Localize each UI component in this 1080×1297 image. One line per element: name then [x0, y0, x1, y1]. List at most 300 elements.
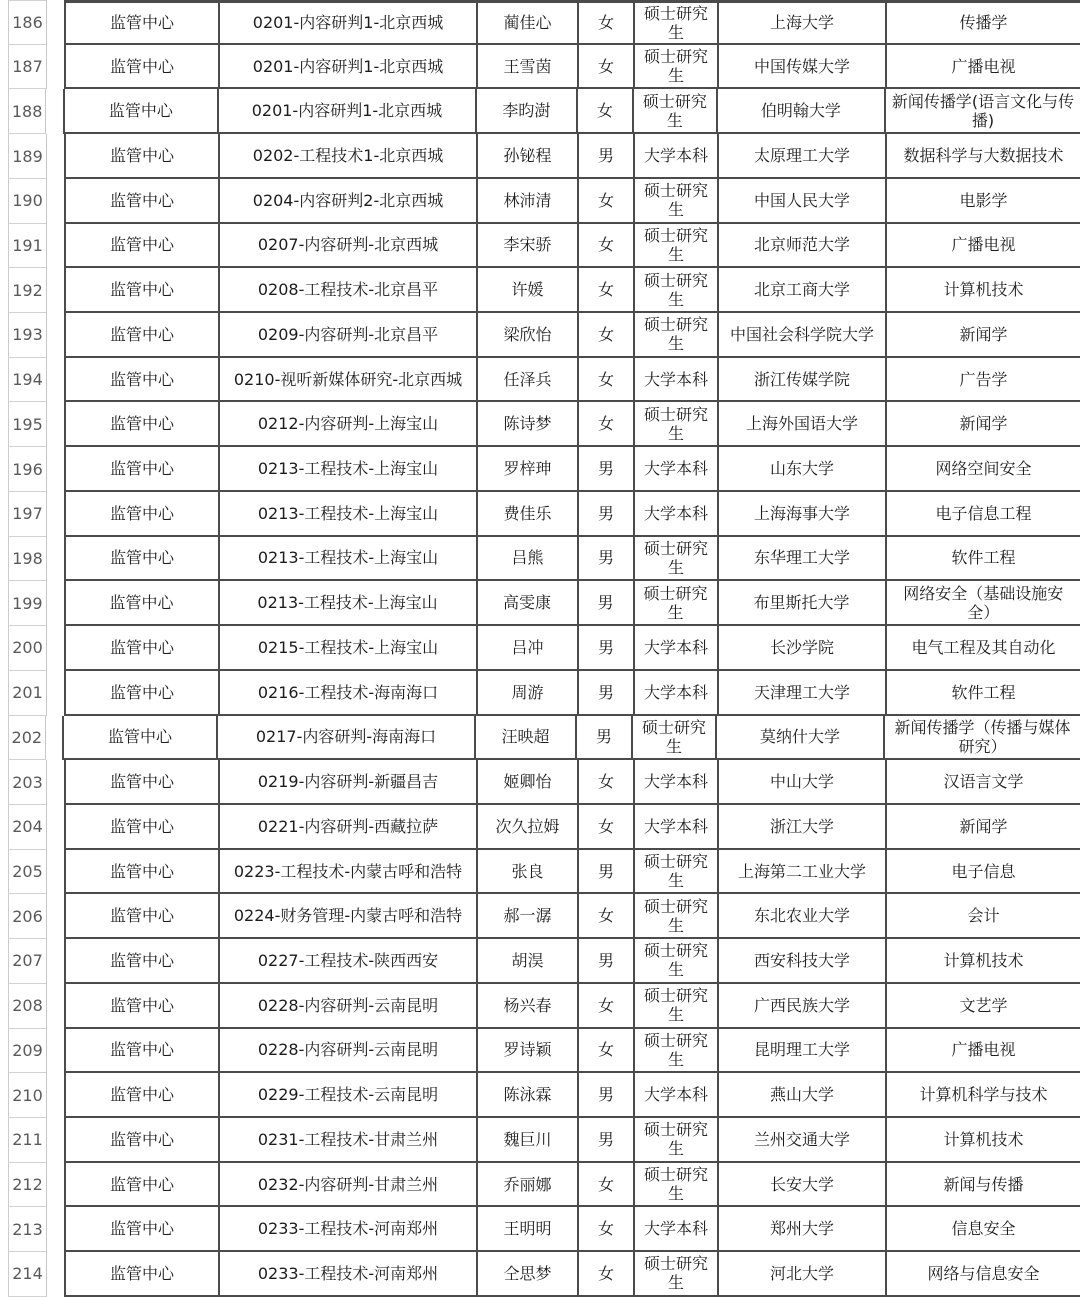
gutter-gap [47, 492, 64, 537]
cell-major: 文艺学 [885, 984, 1080, 1027]
row-number: 214 [8, 1252, 47, 1297]
cell-department: 监管中心 [64, 224, 218, 267]
cell-name: 仝思梦 [476, 1252, 577, 1295]
cell-major: 计算机技术 [885, 268, 1080, 311]
cell-position: 0221-内容研判-西藏拉萨 [218, 805, 476, 848]
row-number: 191 [8, 224, 47, 269]
row-number: 193 [8, 313, 47, 358]
table-row [0, 1252, 1080, 1297]
row-number: 194 [8, 358, 47, 403]
gutter-gap [47, 1029, 64, 1074]
cell-education: 大学本科 [633, 626, 717, 669]
cell-gender: 男 [577, 671, 633, 714]
cell-position: 0213-工程技术-上海宝山 [218, 581, 476, 624]
cell-gender: 女 [577, 894, 633, 937]
table-row [0, 358, 1080, 403]
row-cells [64, 939, 1080, 984]
row-number: 188 [8, 89, 46, 134]
row-cells [64, 224, 1080, 269]
cell-name: 姬卿怡 [476, 760, 577, 803]
cell-name: 许媛 [476, 268, 577, 311]
cell-major: 计算机技术 [885, 1118, 1080, 1161]
row-number: 201 [8, 671, 47, 716]
cell-name: 周游 [476, 671, 577, 714]
cell-name: 孙铋程 [476, 134, 577, 177]
cell-position: 0216-工程技术-海南海口 [218, 671, 476, 714]
cell-department: 监管中心 [64, 447, 218, 490]
cell-gender: 女 [577, 1207, 633, 1250]
cell-name: 吕熊 [476, 537, 577, 580]
cell-gender: 女 [577, 984, 633, 1027]
row-cells [64, 1163, 1080, 1208]
cell-education: 硕士研究生 [632, 89, 716, 132]
gutter-gap [46, 716, 62, 761]
row-cells [64, 134, 1080, 179]
cell-major: 网络与信息安全 [885, 1252, 1080, 1295]
cell-education: 硕士研究生 [633, 268, 717, 311]
cell-department: 监管中心 [64, 45, 218, 88]
table-row [0, 1207, 1080, 1252]
cell-education: 硕士研究生 [633, 3, 717, 43]
cell-major: 计算机技术 [885, 939, 1080, 982]
row-cells [64, 0, 1080, 45]
cell-university: 燕山大学 [717, 1073, 885, 1116]
cell-position: 0210-视听新媒体研究-北京西城 [218, 358, 476, 401]
table-row [0, 1029, 1080, 1074]
cell-department: 监管中心 [64, 402, 218, 445]
cell-education: 大学本科 [633, 447, 717, 490]
row-number: 209 [8, 1029, 47, 1074]
cell-university: 浙江大学 [717, 805, 885, 848]
row-number: 211 [8, 1118, 47, 1163]
gutter-gap [47, 447, 64, 492]
table-row [0, 313, 1080, 358]
table-row [0, 581, 1080, 626]
cell-gender: 女 [577, 179, 633, 222]
cell-name: 张良 [476, 850, 577, 893]
cell-university: 上海第二工业大学 [717, 850, 885, 893]
cell-university: 天津理工大学 [717, 671, 885, 714]
gutter-gap [47, 805, 64, 850]
cell-education: 大学本科 [633, 358, 717, 401]
cell-major: 汉语言文学 [885, 760, 1080, 803]
row-cells [64, 894, 1080, 939]
row-cells [64, 313, 1080, 358]
cell-university: 东华理工大学 [717, 537, 885, 580]
row-number: 204 [8, 805, 47, 850]
row-number: 192 [8, 268, 47, 313]
cell-major: 网络空间安全 [885, 447, 1080, 490]
gutter-gap [47, 45, 64, 90]
cell-education: 大学本科 [633, 760, 717, 803]
cell-education: 大学本科 [633, 1207, 717, 1250]
cell-name: 罗诗颖 [476, 1029, 577, 1072]
cell-university: 中山大学 [717, 760, 885, 803]
cell-name: 杨兴春 [476, 984, 577, 1027]
cell-department: 监管中心 [64, 358, 218, 401]
table-row [0, 402, 1080, 447]
cell-department: 监管中心 [64, 671, 218, 714]
cell-university: 布里斯托大学 [717, 581, 885, 624]
row-cells [64, 1207, 1080, 1252]
cell-name: 次久拉姆 [476, 805, 577, 848]
gutter-gap [47, 984, 64, 1029]
cell-position: 0219-内容研判-新疆昌吉 [218, 760, 476, 803]
cell-position: 0223-工程技术-内蒙古呼和浩特 [218, 850, 476, 893]
cell-university: 浙江传媒学院 [717, 358, 885, 401]
cell-name: 乔丽娜 [476, 1163, 577, 1206]
cell-gender: 女 [577, 760, 633, 803]
row-number: 208 [8, 984, 47, 1029]
cell-university: 上海海事大学 [717, 492, 885, 535]
cell-major: 新闻传播学(语言文化与传播) [884, 89, 1080, 132]
cell-name: 胡淏 [476, 939, 577, 982]
row-number: 206 [8, 894, 47, 939]
cell-education: 大学本科 [633, 671, 717, 714]
cell-name: 蔺佳心 [476, 3, 577, 43]
cell-name: 郝一潺 [476, 894, 577, 937]
table-row [0, 760, 1080, 805]
gutter-gap [47, 402, 64, 447]
cell-position: 0213-工程技术-上海宝山 [218, 537, 476, 580]
table-row [0, 939, 1080, 984]
cell-university: 中国传媒大学 [717, 45, 885, 88]
cell-major: 广播电视 [885, 1029, 1080, 1072]
cell-gender: 男 [575, 716, 631, 759]
cell-university: 广西民族大学 [717, 984, 885, 1027]
table-row [0, 1163, 1080, 1208]
cell-university: 上海外国语大学 [717, 402, 885, 445]
table-row [0, 492, 1080, 537]
row-number: 205 [8, 850, 47, 895]
cell-department: 监管中心 [64, 760, 218, 803]
cell-gender: 女 [577, 3, 633, 43]
cell-education: 硕士研究生 [633, 45, 717, 88]
cell-major: 计算机科学与技术 [885, 1073, 1080, 1116]
table-row [0, 716, 1080, 761]
cell-education: 大学本科 [633, 805, 717, 848]
cell-name: 王明明 [476, 1207, 577, 1250]
cell-major: 软件工程 [885, 537, 1080, 580]
cell-name: 魏巨川 [476, 1118, 577, 1161]
table-row [0, 805, 1080, 850]
cell-university: 河北大学 [717, 1252, 885, 1295]
cell-department: 监管中心 [64, 1118, 218, 1161]
cell-position: 0215-工程技术-上海宝山 [218, 626, 476, 669]
cell-position: 0227-工程技术-陕西西安 [218, 939, 476, 982]
cell-education: 硕士研究生 [633, 224, 717, 267]
cell-position: 0213-工程技术-上海宝山 [218, 492, 476, 535]
row-cells [64, 179, 1080, 224]
cell-gender: 男 [577, 134, 633, 177]
cell-name: 费佳乐 [476, 492, 577, 535]
cell-major: 广播电视 [885, 45, 1080, 88]
gutter-gap [47, 179, 64, 224]
cell-university: 东北农业大学 [717, 894, 885, 937]
cell-department: 监管中心 [64, 179, 218, 222]
cell-name: 李昀澍 [475, 89, 576, 132]
cell-gender: 女 [577, 1252, 633, 1295]
cell-major: 信息安全 [885, 1207, 1080, 1250]
cell-department: 监管中心 [64, 268, 218, 311]
table-row [0, 671, 1080, 716]
cell-department: 监管中心 [64, 3, 218, 43]
cell-name: 陈泳霖 [476, 1073, 577, 1116]
row-number: 213 [8, 1207, 47, 1252]
cell-gender: 女 [577, 45, 633, 88]
cell-department: 监管中心 [64, 894, 218, 937]
cell-position: 0208-工程技术-北京昌平 [218, 268, 476, 311]
cell-gender: 男 [577, 537, 633, 580]
cell-department: 监管中心 [64, 984, 218, 1027]
gutter-gap [47, 760, 64, 805]
cell-gender: 女 [577, 313, 633, 356]
cell-name: 梁欣怡 [476, 313, 577, 356]
cell-position: 0204-内容研判2-北京西城 [218, 179, 476, 222]
gutter-gap [47, 671, 64, 716]
cell-gender: 男 [577, 492, 633, 535]
row-number: 200 [8, 626, 47, 671]
cell-education: 大学本科 [633, 492, 717, 535]
cell-name: 吕冲 [476, 626, 577, 669]
cell-name: 罗梓珅 [476, 447, 577, 490]
table-row [0, 850, 1080, 895]
row-cells [64, 1073, 1080, 1118]
cell-university: 北京师范大学 [717, 224, 885, 267]
row-number: 203 [8, 760, 47, 805]
table-row [0, 268, 1080, 313]
cell-university: 兰州交通大学 [717, 1118, 885, 1161]
cell-gender: 女 [577, 1163, 633, 1206]
gutter-gap [47, 134, 64, 179]
gutter-gap [47, 626, 64, 671]
row-number: 197 [8, 492, 47, 537]
table-row [0, 224, 1080, 269]
row-cells [64, 402, 1080, 447]
row-number: 210 [8, 1073, 47, 1118]
cell-education: 硕士研究生 [633, 1163, 717, 1206]
cell-education: 硕士研究生 [633, 850, 717, 893]
cell-department: 监管中心 [64, 537, 218, 580]
cell-major: 电子信息 [885, 850, 1080, 893]
cell-gender: 女 [577, 805, 633, 848]
cell-gender: 女 [577, 402, 633, 445]
cell-major: 电气工程及其自动化 [885, 626, 1080, 669]
gutter-gap [47, 224, 64, 269]
cell-name: 林沛清 [476, 179, 577, 222]
cell-gender: 男 [577, 447, 633, 490]
cell-name: 王雪茵 [476, 45, 577, 88]
gutter-gap [47, 1073, 64, 1118]
cell-position: 0201-内容研判1-北京西城 [217, 89, 475, 132]
cell-university: 北京工商大学 [717, 268, 885, 311]
gutter-gap [47, 939, 64, 984]
cell-department: 监管中心 [63, 89, 217, 132]
table-row [0, 1073, 1080, 1118]
row-cells [64, 537, 1080, 582]
cell-education: 大学本科 [633, 1073, 717, 1116]
row-cells [64, 626, 1080, 671]
row-cells [64, 805, 1080, 850]
row-cells [64, 1252, 1080, 1297]
cell-name: 汪映超 [474, 716, 575, 759]
cell-university: 中国人民大学 [717, 179, 885, 222]
gutter-gap [47, 1252, 64, 1297]
cell-major: 传播学 [885, 3, 1080, 43]
row-cells [63, 89, 1080, 134]
cell-major: 新闻学 [885, 313, 1080, 356]
cell-education: 硕士研究生 [633, 313, 717, 356]
gutter-gap [47, 358, 64, 403]
cell-major: 电子信息工程 [885, 492, 1080, 535]
gutter-gap [47, 581, 64, 626]
cell-name: 高雯康 [476, 581, 577, 624]
cell-major: 数据科学与大数据技术 [885, 134, 1080, 177]
cell-name: 任泽兵 [476, 358, 577, 401]
row-number: 207 [8, 939, 47, 984]
cell-education: 大学本科 [633, 134, 717, 177]
cell-education: 硕士研究生 [633, 1118, 717, 1161]
table-row [0, 626, 1080, 671]
gutter-gap [47, 850, 64, 895]
row-number: 186 [8, 0, 47, 45]
cell-position: 0212-内容研判-上海宝山 [218, 402, 476, 445]
gutter-gap [47, 894, 64, 939]
row-cells [64, 671, 1080, 716]
cell-education: 硕士研究生 [633, 537, 717, 580]
cell-university: 中国社会科学院大学 [717, 313, 885, 356]
row-number: 187 [8, 45, 47, 90]
cell-major: 新闻学 [885, 805, 1080, 848]
cell-university: 莫纳什大学 [715, 716, 883, 759]
row-cells [64, 1029, 1080, 1074]
row-number: 190 [8, 179, 47, 224]
cell-department: 监管中心 [64, 850, 218, 893]
table-row [0, 1118, 1080, 1163]
cell-position: 0232-内容研判-甘肃兰州 [218, 1163, 476, 1206]
row-cells [64, 268, 1080, 313]
cell-position: 0233-工程技术-河南郑州 [218, 1252, 476, 1295]
cell-gender: 女 [576, 89, 632, 132]
cell-position: 0201-内容研判1-北京西城 [218, 3, 476, 43]
row-cells [64, 984, 1080, 1029]
row-cells [64, 1118, 1080, 1163]
cell-education: 硕士研究生 [633, 402, 717, 445]
cell-department: 监管中心 [64, 1207, 218, 1250]
table-row [0, 45, 1080, 90]
cell-gender: 男 [577, 939, 633, 982]
row-number: 202 [8, 716, 46, 761]
cell-department: 监管中心 [64, 313, 218, 356]
table-row [0, 179, 1080, 224]
cell-department: 监管中心 [64, 805, 218, 848]
cell-position: 0229-工程技术-云南昆明 [218, 1073, 476, 1116]
cell-major: 会计 [885, 894, 1080, 937]
cell-major: 广播电视 [885, 224, 1080, 267]
row-number: 212 [8, 1163, 47, 1208]
cell-major: 网络安全（基础设施安全） [885, 581, 1080, 624]
cell-gender: 男 [577, 581, 633, 624]
cell-education: 硕士研究生 [633, 984, 717, 1027]
cell-major: 新闻传播学（传播与媒体研究） [883, 716, 1080, 759]
table-row [0, 894, 1080, 939]
cell-position: 0202-工程技术1-北京西城 [218, 134, 476, 177]
cell-university: 山东大学 [717, 447, 885, 490]
cell-department: 监管中心 [64, 134, 218, 177]
cell-name: 陈诗梦 [476, 402, 577, 445]
row-cells [64, 760, 1080, 805]
cell-university: 长安大学 [717, 1163, 885, 1206]
cell-education: 硕士研究生 [633, 939, 717, 982]
row-cells [64, 358, 1080, 403]
table-row [0, 134, 1080, 179]
cell-position: 0228-内容研判-云南昆明 [218, 984, 476, 1027]
cell-department: 监管中心 [64, 1163, 218, 1206]
cell-major: 软件工程 [885, 671, 1080, 714]
cell-university: 昆明理工大学 [717, 1029, 885, 1072]
cell-gender: 男 [577, 626, 633, 669]
cell-gender: 女 [577, 1029, 633, 1072]
gutter-gap [47, 313, 64, 358]
cell-position: 0224-财务管理-内蒙古呼和浩特 [218, 894, 476, 937]
cell-education: 硕士研究生 [633, 179, 717, 222]
cell-department: 监管中心 [64, 492, 218, 535]
cell-gender: 女 [577, 224, 633, 267]
row-number: 198 [8, 537, 47, 582]
cell-gender: 女 [577, 358, 633, 401]
cell-position: 0209-内容研判-北京昌平 [218, 313, 476, 356]
cell-position: 0213-工程技术-上海宝山 [218, 447, 476, 490]
table-row [0, 0, 1080, 45]
cell-gender: 男 [577, 1073, 633, 1116]
cell-education: 硕士研究生 [631, 716, 715, 759]
cell-education: 硕士研究生 [633, 581, 717, 624]
cell-position: 0201-内容研判1-北京西城 [218, 45, 476, 88]
cell-department: 监管中心 [64, 1029, 218, 1072]
cell-position: 0207-内容研判-北京西城 [218, 224, 476, 267]
row-cells [64, 492, 1080, 537]
cell-gender: 女 [577, 268, 633, 311]
cell-major: 新闻学 [885, 402, 1080, 445]
cell-university: 郑州大学 [717, 1207, 885, 1250]
cell-department: 监管中心 [64, 1073, 218, 1116]
cell-department: 监管中心 [64, 626, 218, 669]
table-row [0, 447, 1080, 492]
gutter-gap [46, 89, 63, 134]
cell-education: 硕士研究生 [633, 1252, 717, 1295]
cell-education: 硕士研究生 [633, 1029, 717, 1072]
gutter-gap [47, 1163, 64, 1208]
cell-position: 0217-内容研判-海南海口 [216, 716, 474, 759]
cell-university: 太原理工大学 [717, 134, 885, 177]
cell-gender: 男 [577, 850, 633, 893]
row-cells [64, 45, 1080, 90]
cell-position: 0233-工程技术-河南郑州 [218, 1207, 476, 1250]
cell-university: 长沙学院 [717, 626, 885, 669]
cell-university: 伯明翰大学 [716, 89, 884, 132]
gutter-gap [47, 268, 64, 313]
gutter-gap [47, 0, 64, 45]
cell-major: 广告学 [885, 358, 1080, 401]
row-cells [64, 447, 1080, 492]
row-number: 196 [8, 447, 47, 492]
table-row [0, 89, 1080, 134]
cell-position: 0231-工程技术-甘肃兰州 [218, 1118, 476, 1161]
gutter-gap [47, 1207, 64, 1252]
cell-department: 监管中心 [64, 581, 218, 624]
cell-name: 李宋骄 [476, 224, 577, 267]
row-cells [64, 850, 1080, 895]
